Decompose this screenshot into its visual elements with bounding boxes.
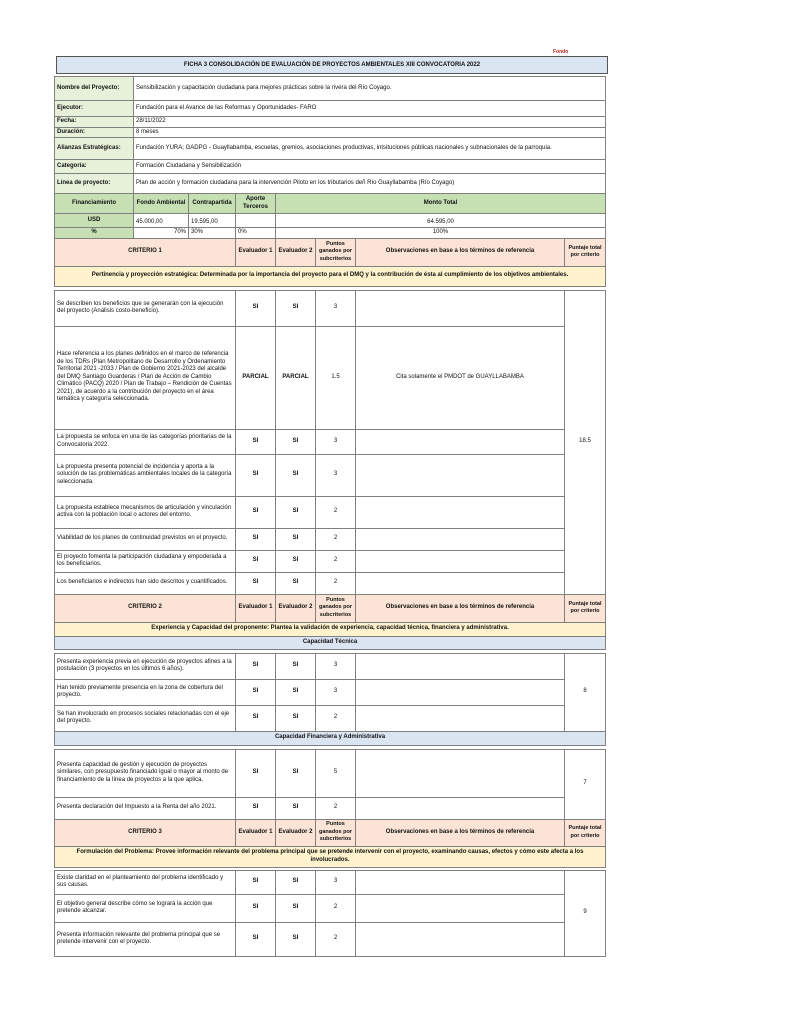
- points-value: 3: [316, 679, 356, 705]
- evaluator1-value: SI: [236, 290, 276, 326]
- alliances-value: Fundación YURA; GADPG - Guayllabamba, escuelas, gremios, asociaciones productivas, intsituciones públicas nacionales y subnacionales de la parroquia.: [134, 138, 606, 160]
- evaluator2-header: Evaluador 2: [276, 819, 316, 846]
- criterion-text: Se describen los beneficios que se generarán con la ejecución del proyecto (Análisis costo-beneficio).: [55, 290, 236, 326]
- usd-contra-value: 19.595,00: [189, 214, 236, 228]
- table-row: [55, 797, 606, 819]
- page-title: FICHA 3 CONSOLIDACIÓN DE EVALUACIÓN DE PROYECTOS AMBIENTALES XIII CONVOCATORIA 2022: [56, 56, 608, 74]
- points-value: 2: [316, 572, 356, 594]
- criterion-text: Presenta información relevante del problema principal que se pretende intervenir con el proyecto.: [55, 922, 236, 956]
- criterion-text: Los beneficiarios e indirectos han sido descritos y cuantificados.: [55, 572, 236, 594]
- capacidad-tecnica-heading: Capacidad Técnica: [55, 636, 606, 649]
- observation-value: [356, 922, 565, 956]
- observation-value: [356, 653, 565, 679]
- criterio3-title: CRITERIO 3: [55, 819, 236, 846]
- capacidad-tecnica-total: 8: [565, 653, 606, 731]
- table-row: [55, 326, 606, 429]
- usd-row: [55, 214, 606, 228]
- table-row: [55, 705, 606, 731]
- pct-fondo-value: 70%: [134, 228, 189, 239]
- evaluator2-value: SI: [276, 705, 316, 731]
- evaluator2-value: SI: [276, 749, 316, 797]
- total-header: Puntaje total por criterio: [565, 819, 606, 846]
- usd-label: USD: [55, 214, 134, 228]
- criterion-text: Existe claridad en el planteamiento del problema identificado y sus causas.: [55, 870, 236, 894]
- project-name-row: [55, 77, 606, 101]
- capacidad-tecnica-row: [55, 636, 606, 649]
- criterio3-total: 9: [565, 870, 606, 956]
- table-row: [55, 922, 606, 956]
- evaluator1-value: SI: [236, 653, 276, 679]
- criterion-text: La propuesta se enfoca en una de las categorías prioritarias de la Convocatoria 2022.: [55, 429, 236, 454]
- evaluator2-value: SI: [276, 550, 316, 572]
- evaluator1-value: SI: [236, 705, 276, 731]
- evaluator1-value: SI: [236, 870, 276, 894]
- capacidad-financiera-row: [55, 731, 606, 745]
- evaluator2-value: SI: [276, 429, 316, 454]
- aporte-terceros-header: Aporte Terceros: [236, 194, 276, 214]
- evaluator1-header: Evaluador 1: [236, 819, 276, 846]
- points-value: 3: [316, 429, 356, 454]
- category-label: Categoría:: [55, 160, 134, 174]
- table-row: [55, 550, 606, 572]
- criterion-text: Han tenido previamente presencia en la zona de cobertura del proyecto.: [55, 679, 236, 705]
- points-value: 2: [316, 922, 356, 956]
- points-value: 1.5: [316, 326, 356, 429]
- criterio1-title: CRITERIO 1: [55, 238, 236, 266]
- table-row: [55, 290, 606, 326]
- observation-value: [356, 679, 565, 705]
- executor-value: Fundación para el Avance de las Reformas y Oportunidades- FARO: [134, 101, 606, 117]
- points-value: 3: [316, 653, 356, 679]
- executor-row: [55, 101, 606, 117]
- evaluation-table: [54, 76, 606, 957]
- financing-header-row: [55, 194, 606, 214]
- criterion-text: La propuesta presenta potencial de incidencia y aporta a la solución de las problemáticas ambientales locales de la categoría seleccionada.: [55, 454, 236, 496]
- points-value: 2: [316, 705, 356, 731]
- observation-value: [356, 290, 565, 326]
- observation-value: Cita solamente el PMDOT de GUAYLLABAMBA: [356, 326, 565, 429]
- total-header: Puntaje total por criterio: [565, 238, 606, 266]
- criterion-text: Hace referencia a los planes definidos en el marco de referencia de los TDRs (Plan Metropolitano de Desarrollo y Ordenamiento Territorial 2021 -2033 / Plan de Gobierno 2021-2023 del alcalde del DMQ Santiago Guarderas / Plan de Acción de Cambio Climático (PACQ) 2020 / Plan de Trabajo – Rendición de Cuentas 2021), de acuerdo a la contribución del proyecto en el área temática y categoría seleccionada.: [55, 326, 236, 429]
- evaluator1-value: SI: [236, 572, 276, 594]
- pct-total-value: 100%: [276, 228, 606, 239]
- observation-value: [356, 496, 565, 528]
- points-value: 2: [316, 496, 356, 528]
- points-value: 3: [316, 454, 356, 496]
- table-row: [55, 870, 606, 894]
- capacidad-financiera-heading: Capacidad Financiera y Administrativa: [55, 731, 606, 745]
- observation-value: [356, 797, 565, 819]
- usd-fondo-value: 45.000,00: [134, 214, 189, 228]
- evaluator2-value: SI: [276, 496, 316, 528]
- observation-value: [356, 454, 565, 496]
- points-value: 3: [316, 290, 356, 326]
- criterio2-header-row: [55, 594, 606, 622]
- alliances-label: Alianzas Estratégicas:: [55, 138, 134, 160]
- evaluator1-value: SI: [236, 894, 276, 922]
- date-value: 28/11/2022: [134, 117, 606, 128]
- points-value: 3: [316, 870, 356, 894]
- contrapartida-header: Contrapartida: [189, 194, 236, 214]
- monto-total-header: Monto Total: [276, 194, 606, 214]
- category-value: Formación Ciudadana y Sensibilización: [134, 160, 606, 174]
- project-line-value: Plan de acción y formación ciudadana para la intervención Piloto en los tributarios deñ Río Guayllabamba (Río Coyago): [134, 174, 606, 194]
- criterion-text: El proyecto fomenta la participación ciudadana y empoderada a los beneficiarios.: [55, 550, 236, 572]
- evaluator1-value: SI: [236, 528, 276, 550]
- observation-value: [356, 870, 565, 894]
- evaluator1-value: SI: [236, 922, 276, 956]
- table-row: [55, 894, 606, 922]
- criterio3-section: Formulación del Problema: Provee información relevante del problema principal que se pretende intervenir con el proyecto, examinando causas, efectos y cómo este afecta a los involucrados.: [55, 846, 606, 867]
- evaluator2-value: SI: [276, 894, 316, 922]
- observation-value: [356, 749, 565, 797]
- usd-total-value: 64.595,00: [276, 214, 606, 228]
- evaluator1-value: PARCIAL: [236, 326, 276, 429]
- evaluator1-header: Evaluador 1: [236, 238, 276, 266]
- evaluator2-value: PARCIAL: [276, 326, 316, 429]
- table-row: [55, 572, 606, 594]
- observations-header: Observaciones en base a los términos de referencia: [356, 238, 565, 266]
- evaluator1-value: SI: [236, 429, 276, 454]
- evaluator2-value: SI: [276, 572, 316, 594]
- observation-value: [356, 429, 565, 454]
- evaluator2-value: SI: [276, 679, 316, 705]
- criterion-text: Presenta capacidad de gestión y ejecución de proyectos similares, con presupuesto financiado igual o mayor al monto de financiamiento de la línea de proyectos a la que aplica.: [55, 749, 236, 797]
- points-value: 2: [316, 797, 356, 819]
- evaluator2-value: SI: [276, 653, 316, 679]
- evaluator2-value: SI: [276, 922, 316, 956]
- criterion-text: Se han involucrado en procesos sociales relacionadas con el eje del proyecto.: [55, 705, 236, 731]
- criterio2-section-row: [55, 622, 606, 636]
- criterio2-title: CRITERIO 2: [55, 594, 236, 622]
- table-row: [55, 679, 606, 705]
- observation-value: [356, 572, 565, 594]
- duration-value: 8 meses: [134, 127, 606, 138]
- duration-row: [55, 127, 606, 138]
- pct-contra-value: 30%: [189, 228, 236, 239]
- points-value: 2: [316, 894, 356, 922]
- total-header: Puntaje total por criterio: [565, 594, 606, 622]
- project-name-label: Nombre del Proyecto:: [55, 77, 134, 101]
- evaluator1-value: SI: [236, 679, 276, 705]
- table-row: [55, 653, 606, 679]
- evaluator2-value: SI: [276, 290, 316, 326]
- logo-top-text: Fondo: [553, 49, 569, 55]
- evaluator1-value: SI: [236, 797, 276, 819]
- alliances-row: [55, 138, 606, 160]
- criterio1-header-row: [55, 238, 606, 266]
- usd-aporte-value: [236, 214, 276, 228]
- criterio2-section: Experiencia y Capacidad del proponente: Plantea la validación de experiencia, capacidad técnica, financiera y administrativa.: [55, 622, 606, 636]
- criterion-text: Presenta declaración del Impuesto a la Renta del año 2021.: [55, 797, 236, 819]
- observations-header: Observaciones en base a los términos de referencia: [356, 594, 565, 622]
- duration-label: Duración:: [55, 127, 134, 138]
- category-row: [55, 160, 606, 174]
- date-row: [55, 117, 606, 128]
- evaluator2-header: Evaluador 2: [276, 594, 316, 622]
- executor-label: Ejecutor:: [55, 101, 134, 117]
- evaluator1-value: SI: [236, 749, 276, 797]
- points-header: Puntos ganados por subcriterios: [316, 238, 356, 266]
- points-value: 2: [316, 528, 356, 550]
- criterio1-total: 18.5: [565, 290, 606, 594]
- table-row: [55, 749, 606, 797]
- evaluator1-value: SI: [236, 550, 276, 572]
- evaluator2-value: SI: [276, 454, 316, 496]
- table-row: [55, 496, 606, 528]
- financing-header: Financiamiento: [55, 194, 134, 214]
- points-header: Puntos ganados por subcriterios: [316, 819, 356, 846]
- pct-aporte-value: 0%: [236, 228, 276, 239]
- evaluator1-value: SI: [236, 454, 276, 496]
- pct-row: [55, 228, 606, 239]
- fondo-ambiental-header: Fondo Ambiental: [134, 194, 189, 214]
- project-line-row: [55, 174, 606, 194]
- evaluator2-value: SI: [276, 797, 316, 819]
- criterion-text: La propuesta establece mecanismos de articulación y vinculación activa con la población local o actores del entorno.: [55, 496, 236, 528]
- table-row: [55, 454, 606, 496]
- date-label: Fecha:: [55, 117, 134, 128]
- criterio3-section-row: [55, 846, 606, 867]
- evaluator2-value: SI: [276, 870, 316, 894]
- project-line-label: Línea de proyecto:: [55, 174, 134, 194]
- points-value: 2: [316, 550, 356, 572]
- points-value: 5: [316, 749, 356, 797]
- criterion-text: El objetivo general describe cómo se logrará la acción que pretende alcanzar.: [55, 894, 236, 922]
- evaluator2-value: SI: [276, 528, 316, 550]
- observation-value: [356, 705, 565, 731]
- evaluator1-header: Evaluador 1: [236, 594, 276, 622]
- project-name-value: Sensibilización y capacitación ciudadana para mejores prácticas sobre la rivera del Río Coyago.: [134, 77, 606, 101]
- table-row: [55, 429, 606, 454]
- criterio1-section-row: [55, 266, 606, 286]
- pct-label: %: [55, 228, 134, 239]
- criterion-text: Viabilidad de los planes de continuidad previstos en el proyecto.: [55, 528, 236, 550]
- points-header: Puntos ganados por subcriterios: [316, 594, 356, 622]
- observations-header: Observaciones en base a los términos de referencia: [356, 819, 565, 846]
- table-row: [55, 528, 606, 550]
- observation-value: [356, 894, 565, 922]
- observation-value: [356, 550, 565, 572]
- evaluator2-header: Evaluador 2: [276, 238, 316, 266]
- criterion-text: Presenta experiencia previa en ejecución de proyectos afines a la postulación (3 proyectos en los últimos 6 años).: [55, 653, 236, 679]
- criterio3-header-row: [55, 819, 606, 846]
- capacidad-financiera-total: 7: [565, 749, 606, 819]
- evaluator1-value: SI: [236, 496, 276, 528]
- observation-value: [356, 528, 565, 550]
- criterio1-section: Pertinencia y proyección estratégica: Determinada por la importancia del proyecto para el DMQ y la contribución de ésta al cumplimiento de los objetivos ambientales.: [55, 266, 606, 286]
